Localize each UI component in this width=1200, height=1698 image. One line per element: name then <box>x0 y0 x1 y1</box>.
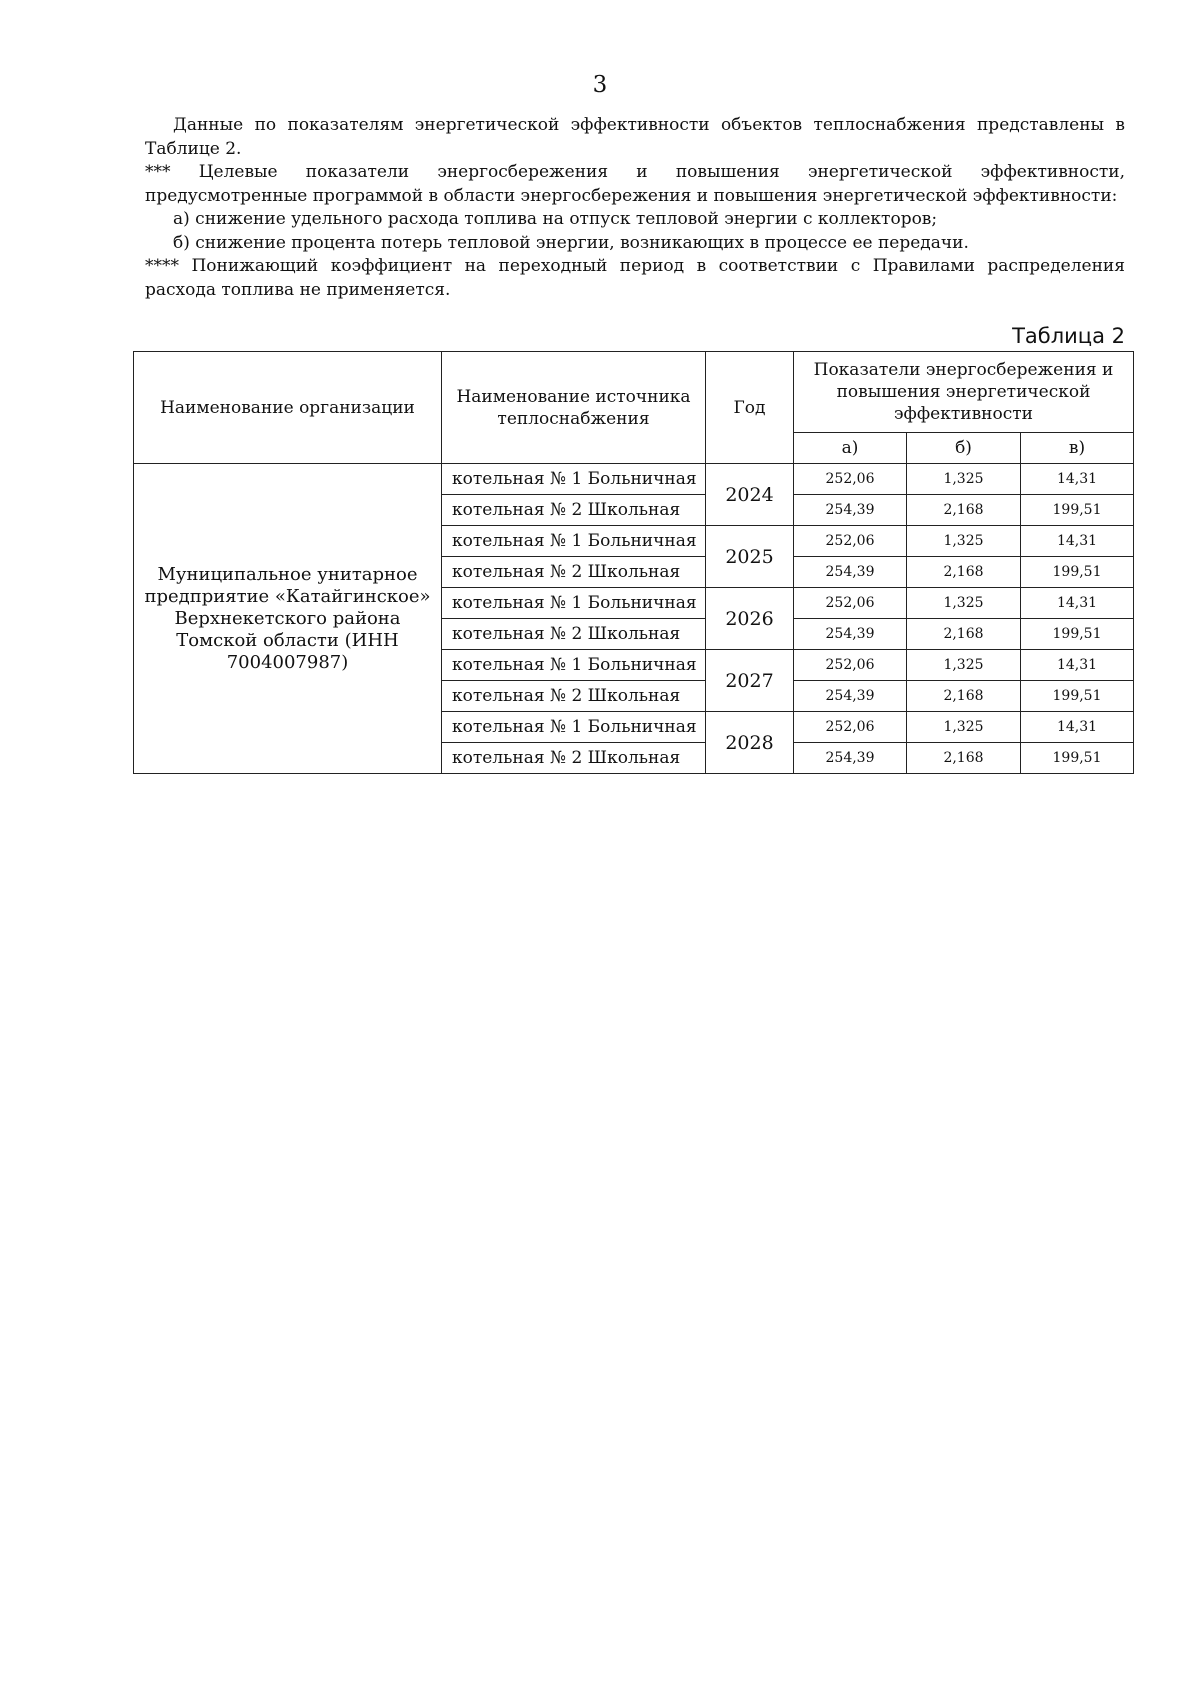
value-cell-b: 1,325 <box>907 712 1021 743</box>
value-cell-b: 2,168 <box>907 619 1021 650</box>
value-cell-a: 254,39 <box>794 681 907 712</box>
source-cell: котельная № 1 Больничная <box>442 650 706 681</box>
org-name-cell: Муниципальное унитарное предприятие «Катайгинское» Верхнекетского района Томской области (ИНН 7004007987) <box>134 464 442 774</box>
value-cell-c: 14,31 <box>1021 650 1134 681</box>
value-cell-b: 1,325 <box>907 464 1021 495</box>
year-cell: 2024 <box>706 464 794 526</box>
header-indicators: Показатели энергосбережения и повышения энергетической эффективности <box>794 352 1134 433</box>
value-cell-a: 252,06 <box>794 712 907 743</box>
source-cell: котельная № 1 Больничная <box>442 526 706 557</box>
value-cell-a: 252,06 <box>794 526 907 557</box>
value-cell-a: 254,39 <box>794 619 907 650</box>
value-cell-b: 1,325 <box>907 650 1021 681</box>
source-cell: котельная № 1 Больничная <box>442 464 706 495</box>
intro-text <box>145 114 1125 302</box>
value-cell-b: 2,168 <box>907 557 1021 588</box>
header-a: а) <box>794 433 907 464</box>
value-cell-c: 199,51 <box>1021 681 1134 712</box>
source-cell: котельная № 2 Школьная <box>442 743 706 774</box>
header-c: в) <box>1021 433 1134 464</box>
value-cell-c: 199,51 <box>1021 557 1134 588</box>
value-cell-a: 252,06 <box>794 464 907 495</box>
value-cell-c: 14,31 <box>1021 464 1134 495</box>
table-caption: Таблица 2 <box>1012 324 1125 348</box>
year-cell: 2027 <box>706 650 794 712</box>
value-cell-b: 2,168 <box>907 681 1021 712</box>
value-cell-c: 199,51 <box>1021 743 1134 774</box>
value-cell-a: 254,39 <box>794 495 907 526</box>
source-cell: котельная № 2 Школьная <box>442 619 706 650</box>
value-cell-a: 252,06 <box>794 588 907 619</box>
value-cell-c: 14,31 <box>1021 712 1134 743</box>
value-cell-a: 254,39 <box>794 557 907 588</box>
footnote-3-stars: *** Целевые показатели энергосбережения и повышения энергетической эффективности, предусмотренные программой в области энергосбережения и повышения энергетической эффективности: <box>145 162 1125 206</box>
footnote-4-stars: **** Понижающий коэффициент на переходный период в соответствии с Правилами распределения расхода топлива не применяется. <box>145 256 1125 300</box>
value-cell-b: 2,168 <box>907 495 1021 526</box>
source-cell: котельная № 1 Больничная <box>442 588 706 619</box>
value-cell-b: 2,168 <box>907 743 1021 774</box>
value-cell-c: 14,31 <box>1021 526 1134 557</box>
header-year: Год <box>706 352 794 464</box>
item-a: а) снижение удельного расхода топлива на отпуск тепловой энергии с коллекторов; <box>173 209 938 229</box>
table-row <box>134 464 1134 495</box>
value-cell-a: 252,06 <box>794 650 907 681</box>
source-cell: котельная № 1 Больничная <box>442 712 706 743</box>
value-cell-c: 14,31 <box>1021 588 1134 619</box>
item-b: б) снижение процента потерь тепловой энергии, возникающих в процессе ее передачи. <box>173 232 969 253</box>
value-cell-c: 199,51 <box>1021 495 1134 526</box>
table-body <box>134 464 1134 774</box>
header-org: Наименование организации <box>134 352 442 464</box>
year-cell: 2028 <box>706 712 794 774</box>
value-cell-c: 199,51 <box>1021 619 1134 650</box>
indicators-table <box>133 351 1134 774</box>
value-cell-a: 254,39 <box>794 743 907 774</box>
source-cell: котельная № 2 Школьная <box>442 495 706 526</box>
source-cell: котельная № 2 Школьная <box>442 681 706 712</box>
year-cell: 2025 <box>706 526 794 588</box>
year-cell: 2026 <box>706 588 794 650</box>
page-number: 3 <box>592 72 608 98</box>
value-cell-b: 1,325 <box>907 588 1021 619</box>
header-b: б) <box>907 433 1021 464</box>
source-cell: котельная № 2 Школьная <box>442 557 706 588</box>
value-cell-b: 1,325 <box>907 526 1021 557</box>
header-source: Наименование источника теплоснабжения <box>442 352 706 464</box>
intro-paragraph-1: Данные по показателям энергетической эффективности объектов теплоснабжения представлены в Таблице 2. <box>145 115 1125 159</box>
